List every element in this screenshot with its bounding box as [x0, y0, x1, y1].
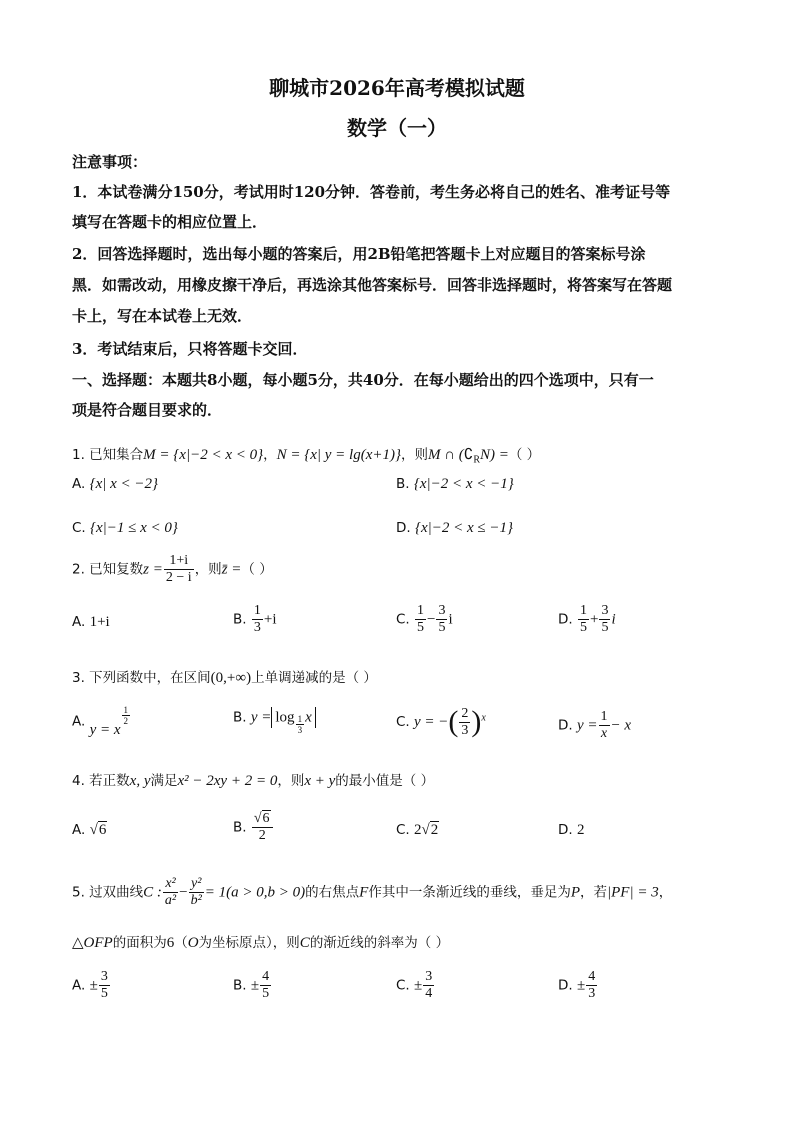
q2-den: 2 − i: [165, 570, 192, 585]
q5-d-label: D.: [558, 977, 573, 994]
q5-line2-b: 的面积为: [112, 935, 167, 951]
q1-d-label: D.: [396, 520, 411, 536]
q4-a-rad: 6: [98, 822, 107, 838]
q4-option-d: [558, 822, 584, 839]
q1-expr-c: N) =: [480, 447, 509, 463]
notice-heading: 注意事项：: [72, 153, 148, 171]
q2-b-label: B.: [233, 611, 247, 628]
q2-a-text: 1+i: [89, 614, 110, 630]
q1-option-c: [72, 520, 178, 537]
q4-c-rad: 2: [430, 822, 439, 838]
q4-sum: x + y: [304, 773, 336, 789]
notice-item-1-line-2: 填写在答题卡的相应位置上．: [72, 213, 268, 231]
q5-y2: y²: [189, 876, 204, 893]
q3-d-head: y =: [576, 717, 598, 734]
q2-paren: （ ）: [241, 561, 273, 578]
question-4-stem: [72, 769, 434, 790]
q4-b-label: B.: [233, 819, 247, 836]
q2-option-a: [72, 614, 110, 631]
q1-set-n: N = {x| y = lg(x+1)}: [276, 447, 401, 463]
q3-b-x: x: [305, 709, 312, 726]
notice-item-2-line-1: 2．回答选择题时，选出每小题的答案后，用2B铅笔把答题卡上对应题目的答案标号涂: [72, 245, 646, 263]
q3-option-c: [396, 705, 486, 739]
q4-option-a: [72, 822, 107, 839]
section-1-line-2: 项是符合题目要求的．: [72, 401, 223, 419]
q1-option-b: [396, 476, 514, 493]
q5-x2: x²: [163, 876, 178, 893]
q3-b-label: B.: [233, 709, 247, 726]
q5-triangle: △OFP: [72, 935, 113, 951]
q4-c-label: C.: [396, 822, 410, 838]
q2-b-num: 1: [253, 603, 261, 618]
q5-a-pm: ±: [89, 977, 98, 994]
q1-a-label: A.: [72, 476, 86, 492]
q5-option-d: [558, 969, 598, 1002]
page-title: 聊城市2026年高考模拟试题: [269, 76, 525, 100]
q2-d-num2: 3: [601, 603, 609, 618]
q5-d-pm: ±: [576, 977, 586, 994]
q5-option-c: [396, 969, 435, 1002]
q3-c-label: C.: [396, 714, 410, 730]
q4-stem-d: 的最小值是（ ）: [335, 773, 435, 789]
q5-minus: −: [179, 884, 188, 901]
q4-b-den: 2: [258, 828, 266, 843]
q2-c-tail: i: [448, 611, 453, 628]
notice-item-1-line-1: 1．本试卷满分150分，考试用时120分钟．答卷前，考生务必将自己的姓名、准考证号等: [72, 183, 671, 201]
q3-a-exp-den: 2: [123, 716, 129, 726]
q5-d-den: 3: [588, 986, 596, 1001]
question-3-stem: [72, 666, 377, 687]
q4-d-text: 2: [576, 822, 585, 838]
q2-fraction: [164, 553, 194, 586]
q5-option-a: [72, 969, 111, 1002]
q2-then: ，则: [194, 561, 222, 578]
q4-stem-a: 4. 若正数: [72, 773, 130, 789]
q1-d-text: {x|−2 < x ≤ −1}: [414, 520, 514, 536]
question-2-stem: [72, 553, 273, 586]
q5-pf: |PF| = 3: [607, 884, 659, 901]
q4-option-c: C. 2√2: [396, 822, 439, 838]
q2-option-b: [233, 603, 277, 636]
q5-line2-e: 的渐近线的斜率为（ ）: [309, 935, 450, 951]
q1-paren: （ ）: [508, 447, 541, 463]
q1-a-text: {x| x < −2}: [89, 476, 159, 492]
q4-option-b: B. $\frac{√6}{2}$: [233, 811, 274, 844]
q1-option-a: [72, 476, 158, 493]
q1-c-label: C.: [72, 520, 86, 536]
q4-stem-b: 满足: [150, 773, 178, 789]
q2-c-num1: 1: [417, 603, 425, 618]
q2-option-c: [396, 603, 453, 636]
q3-b-head: y =: [250, 709, 272, 726]
q2-d-num1: 1: [579, 603, 587, 618]
q1-then: ，则: [400, 447, 428, 463]
q3-d-label: D.: [558, 717, 573, 734]
q5-p: P: [570, 884, 580, 901]
q4-b-rad: 6: [262, 811, 270, 826]
q3-b-sub-num: 1: [297, 714, 303, 724]
q2-c-mid: −: [427, 611, 436, 628]
q5-o: O: [187, 935, 199, 951]
question-5-stem-line-1: [72, 876, 672, 909]
q1-b-label: B.: [396, 476, 410, 492]
q4-d-label: D.: [558, 822, 573, 838]
notice-item-3: 3．考试结束后，只将答题卡交回．: [72, 340, 308, 358]
q2-c-den1: 5: [417, 620, 425, 635]
q4-a-label: A.: [72, 822, 86, 838]
q3-c-rparen: ): [471, 705, 482, 738]
q5-line2-c: （: [174, 935, 188, 951]
q2-c-num2: 3: [438, 603, 446, 618]
question-5-stem-line-2: [72, 931, 449, 952]
q5-c-den: 4: [425, 986, 433, 1001]
q5-d-num: 4: [588, 969, 596, 984]
notice-item-2-line-2: 黑．如需改动，用橡皮擦干净后，再选涂其他答案标号．回答非选择题时，将答案写在答题: [72, 276, 673, 294]
q3-a-exp-num: 1: [123, 705, 129, 715]
q2-c-den2: 5: [438, 620, 446, 635]
q3-b-abs: [271, 707, 315, 735]
q2-b-tail: +i: [263, 611, 277, 628]
question-1-stem: [72, 443, 540, 466]
q3-a-base: y = x: [89, 721, 121, 738]
q1-b-text: {x|−2 < x < −1}: [413, 476, 514, 492]
q4-stem-c: ，则: [277, 773, 305, 789]
q3-c-lparen: (: [448, 705, 459, 738]
q5-c-pm: ±: [414, 977, 423, 994]
q5-b-num: 4: [262, 969, 270, 984]
q5-stem-c: 作其中一条渐近线的垂线，垂足为: [368, 884, 571, 901]
q2-a-label: A.: [72, 614, 86, 630]
q5-f: F: [359, 884, 369, 901]
q5-a-label: A.: [72, 977, 86, 994]
q2-b-den: 3: [253, 620, 261, 635]
q2-d-den2: 5: [601, 620, 609, 635]
q1-complement-sub: R: [473, 454, 481, 466]
q3-b-sub-den: 3: [297, 725, 303, 735]
q3-c-num: 2: [461, 705, 469, 721]
q4-vars: x, y: [129, 773, 151, 789]
q2-d-label: D.: [558, 611, 573, 628]
q1-c-text: {x|−1 ≤ x < 0}: [90, 520, 178, 536]
q1-prefix: 1. 已知集合: [72, 447, 144, 463]
q5-c-label: C.: [396, 977, 410, 994]
q1-comma: ，: [263, 447, 277, 463]
page-subtitle: 数学（一）: [347, 116, 447, 140]
q2-option-d: [558, 603, 616, 636]
q1-set-m: M = {x|−2 < x < 0}: [143, 447, 264, 463]
q3-stem-b: 上单调递减的是（ ）: [251, 670, 377, 686]
q5-stem-d: ，若: [580, 884, 607, 901]
q2-zbar: z̄ =: [221, 561, 242, 578]
q5-stem-a: 5. 过双曲线: [72, 884, 144, 901]
q2-num: 1+i: [164, 553, 194, 570]
q4-c-coef: 2: [414, 822, 422, 838]
q2-prefix: 2. 已知复数: [72, 561, 144, 578]
q5-condition: = 1(a > 0,b > 0): [204, 884, 306, 901]
q2-d-tail: i: [611, 611, 616, 628]
q3-interval: (0,+∞): [210, 670, 252, 686]
q3-c-head: y = −: [414, 714, 449, 730]
q3-option-b: [233, 707, 316, 735]
q2-d-den1: 5: [579, 620, 587, 635]
q3-c-exp: x: [481, 712, 486, 724]
q5-six: 6: [166, 935, 175, 951]
q2-z: z =: [143, 561, 163, 578]
section-1-line-1: 一、选择题：本题共8小题，每小题5分，共40分．在每小题给出的四个选项中，只有一: [72, 371, 654, 389]
q3-d-num: 1: [600, 709, 608, 724]
q4-a-sqrt: √6: [89, 822, 107, 838]
q5-a-den: 5: [100, 986, 108, 1001]
q3-b-log: log: [275, 709, 295, 726]
q5-c-num: 3: [425, 969, 433, 984]
q3-d-den: x: [600, 726, 608, 741]
q2-c-label: C.: [396, 611, 410, 628]
q3-c-den: 3: [461, 722, 469, 738]
q5-stem-e: ，: [658, 884, 673, 901]
q2-d-mid: +: [589, 611, 599, 628]
q5-a-num: 3: [100, 969, 108, 984]
q3-stem-a: 3. 下列函数中，在区间: [72, 670, 211, 686]
q5-b-den: 5: [262, 986, 270, 1001]
q5-b2: b²: [190, 893, 202, 908]
q1-complement: ∁: [463, 447, 474, 463]
q3-a-label: A.: [72, 713, 86, 730]
q5-option-b: [233, 969, 272, 1002]
q3-option-a: [72, 705, 131, 738]
q1-expr-a: M ∩ (: [427, 447, 464, 463]
q5-stem-b: 的右焦点: [305, 884, 360, 901]
q3-d-tail: − x: [610, 717, 632, 734]
notice-item-2-line-3: 卡上，写在本试卷上无效．: [72, 307, 253, 325]
q5-b-pm: ±: [250, 977, 260, 994]
q5-c-colon: C :: [143, 884, 162, 901]
q5-a2: a²: [164, 893, 177, 908]
q4-equation: x² − 2xy + 2 = 0: [177, 773, 278, 789]
q5-c2: C: [299, 935, 310, 951]
q5-line2-d: 为坐标原点），则: [198, 935, 300, 951]
q3-option-d: [558, 709, 631, 742]
q1-option-d: [396, 520, 513, 537]
q5-b-label: B.: [233, 977, 247, 994]
